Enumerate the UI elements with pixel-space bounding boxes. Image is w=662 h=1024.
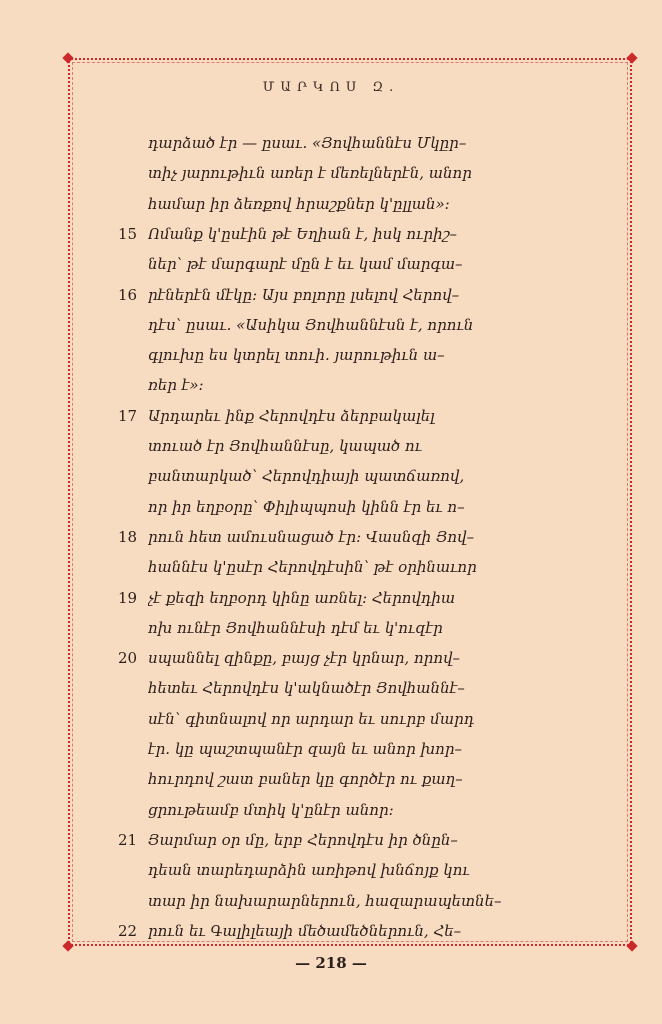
line-text: ցրութեամբ մտիկ կ'ընէր անոր:: [148, 800, 394, 819]
text-line: [0, 280, 662, 310]
line-text: դեան տարեդարձին առիթով խնճոյք կու: [148, 861, 470, 880]
text-line: [0, 370, 662, 400]
text-line: [0, 734, 662, 764]
verse-number: 16: [118, 285, 138, 304]
text-line: [0, 613, 662, 643]
page-number: — 218 —: [295, 954, 367, 972]
text-line: [0, 643, 662, 673]
text-line: [0, 886, 662, 916]
text-line: [0, 219, 662, 249]
line-text: որ իր եղբօրը՝ Փիլիպպոսի կինն էր եւ ո–: [148, 497, 465, 516]
line-text: տիչ յարութիւն առեր է մեռելներէն, անոր: [148, 164, 472, 183]
text-line: [0, 189, 662, 219]
text-line: [0, 431, 662, 461]
text-line: [0, 492, 662, 522]
line-text: տուած էր Յովհաննէսը, կապած ու: [148, 437, 423, 455]
line-text: համար իր ձեռքով հրաշքներ կ'ըլլան»:: [148, 194, 450, 213]
line-text: հաննէս կ'ըսէր Հերովդէսին՝ թէ օրինաւոր: [148, 558, 477, 577]
verse-number: 20: [118, 649, 138, 668]
line-text: հետեւ Հերովդէս կ'ակնածէր Յովհաննէ–: [148, 679, 465, 698]
line-text: Յարմար օր մը, երբ Հերովդէս իր ծնըն–: [148, 830, 458, 849]
line-text: բանտարկած՝ Հերովդիայի պատճառով,: [148, 467, 465, 486]
text-line: [0, 825, 662, 855]
text-line: [0, 764, 662, 794]
line-text: դէս՝ ըսաւ. «Ասիկա Յովհաննէսն է, որուն: [148, 315, 474, 334]
text-line: [0, 916, 662, 946]
text-line: [0, 128, 662, 158]
line-text: հուրդով շատ բաներ կը գործէր ու քաղ–: [148, 770, 463, 789]
line-text: սպաննել զինքը, բայց չէր կրնար, որով–: [148, 649, 461, 668]
line-text: դարձած էր — ըսաւ. «Յովհաննէս Մկըր–: [148, 134, 467, 152]
text-line: [0, 158, 662, 188]
line-text: Ոմանք կ'ըսէին թէ Եղիան է, իսկ ուրիշ–: [148, 224, 458, 243]
text-line: [0, 795, 662, 825]
line-text: ռեր է»:: [148, 376, 204, 395]
text-line: [0, 704, 662, 734]
verse-number: 18: [118, 527, 138, 546]
verse-number: 22: [118, 921, 138, 940]
line-text: րուն հետ ամուսնացած էր: Վասնզի Յով–: [148, 527, 475, 546]
text-line: [0, 401, 662, 431]
text-line: [0, 583, 662, 613]
line-text: Արդարեւ ինք Հերովդէս ձերբակալել: [148, 406, 435, 425]
line-text: գլուխը ես կտրել տուի. յարութիւն ա–: [148, 346, 445, 365]
text-line: [0, 461, 662, 491]
text-line: [0, 855, 662, 885]
verse-number: 17: [118, 406, 138, 425]
line-text: րուն եւ Գալիլեայի մեծամեծներուն, Հե–: [148, 921, 462, 940]
line-text: սէն՝ գիտնալով որ արդար եւ սուրբ մարդ: [148, 709, 475, 728]
text-line: [0, 522, 662, 552]
text-line: [0, 310, 662, 340]
line-text: ոխ ունէր Յովհաննէսի դէմ եւ կ'ուզէր: [148, 618, 443, 637]
line-text: ներ՝ թէ մարգարէ մըն է եւ կամ մարգա–: [148, 255, 463, 274]
text-line: [0, 552, 662, 582]
verse-number: 15: [118, 224, 138, 243]
line-text: տար իր նախարարներուն, հազարապետնե–: [148, 891, 502, 910]
border-corner-ornament: [626, 52, 637, 63]
border-corner-ornament: [62, 52, 73, 63]
text-line: [0, 673, 662, 703]
running-head: ՄԱՐԿՈՍ Զ.: [262, 80, 400, 95]
verse-number: 21: [118, 830, 138, 849]
line-text: էր. կը պաշտպանէր զայն եւ անոր խոր–: [148, 740, 463, 758]
text-line: [0, 340, 662, 370]
verse-number: 19: [118, 588, 138, 607]
line-text: րէներէն մէկը: Այս բոլորը լսելով Հերով–: [148, 285, 460, 304]
line-text: չէ քեզի եղբօրդ կինը առնել: Հերովդիա: [148, 588, 456, 607]
text-line: [0, 249, 662, 279]
